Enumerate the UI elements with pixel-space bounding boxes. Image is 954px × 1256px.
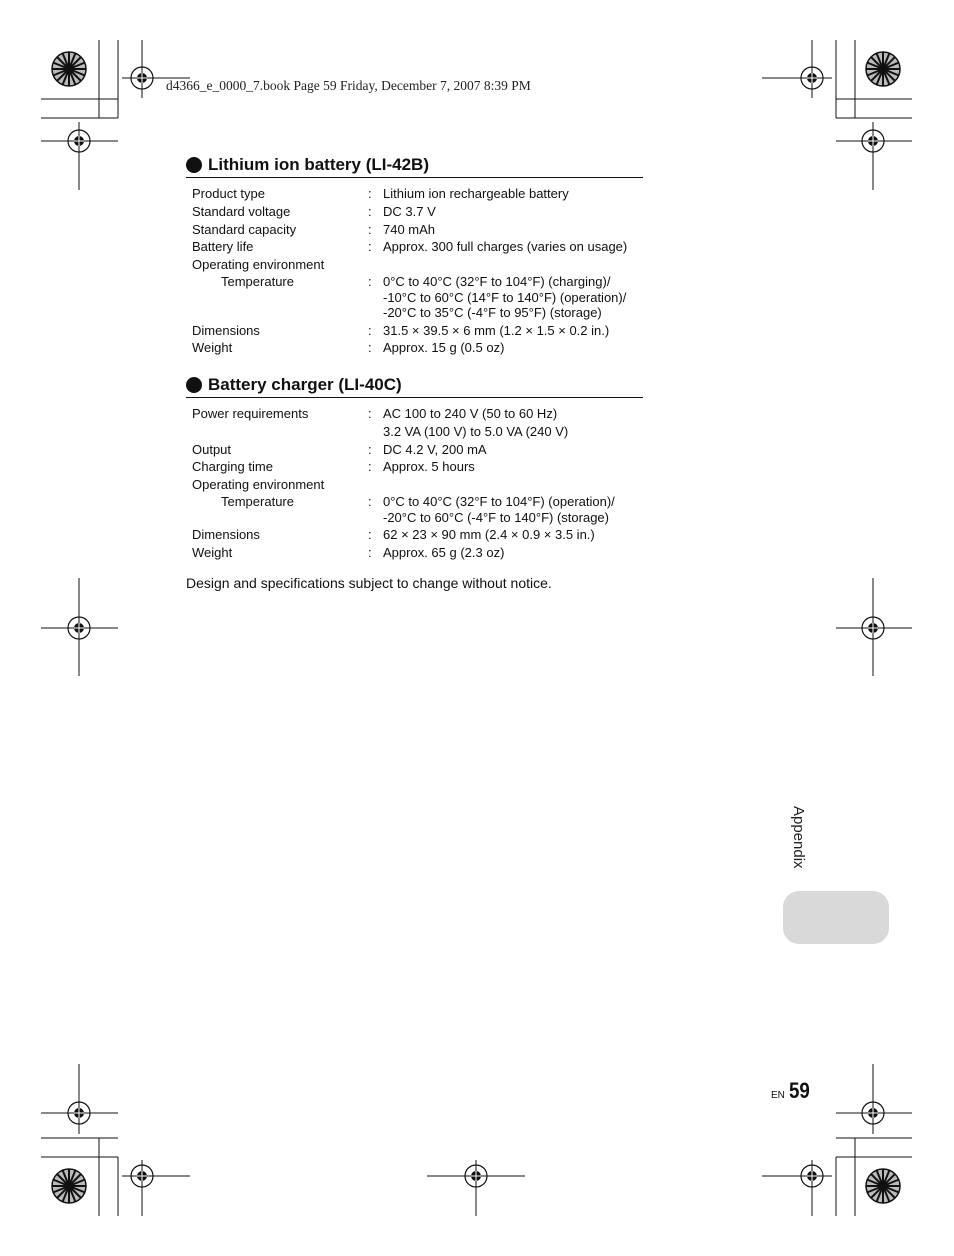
spec-label: Dimensions — [192, 527, 260, 542]
spec-label: Temperature — [221, 494, 294, 509]
spec-value: 31.5 × 39.5 × 6 mm (1.2 × 1.5 × 0.2 in.) — [383, 323, 610, 338]
spec-separator: : — [368, 545, 372, 560]
appendix-tab-marker — [783, 891, 889, 944]
spec-value: 3.2 VA (100 V) to 5.0 VA (240 V) — [383, 424, 569, 439]
spec-label: Temperature — [221, 274, 294, 289]
spec-value: Approx. 15 g (0.5 oz) — [383, 340, 505, 355]
spec-separator: : — [368, 239, 372, 254]
bullet-icon — [186, 157, 202, 173]
page-number — [771, 1078, 813, 1104]
spec-value: Lithium ion rechargeable battery — [383, 186, 569, 201]
spec-value: -20°C to 60°C (-4°F to 140°F) (storage) — [383, 510, 609, 525]
spec-label: Product type — [192, 186, 265, 201]
spec-value: 0°C to 40°C (32°F to 104°F) (charging)/ — [383, 274, 611, 289]
spec-separator: : — [368, 323, 372, 338]
spec-label: Battery life — [192, 239, 254, 254]
spec-value: DC 4.2 V, 200 mA — [383, 442, 487, 457]
bullet-icon — [186, 377, 202, 393]
spec-separator: : — [368, 204, 372, 219]
spec-label: Weight — [192, 340, 233, 355]
spec-value: Approx. 5 hours — [383, 459, 475, 474]
print-file-info: d4366_e_0000_7.book Page 59 Friday, December 7, 2007 8:39 PM — [166, 78, 531, 93]
spec-value: 740 mAh — [383, 222, 436, 237]
spec-label: Charging time — [192, 459, 273, 474]
spec-label: Power requirements — [192, 406, 309, 421]
spec-label: Output — [192, 442, 232, 457]
spec-label: Operating environment — [192, 477, 325, 492]
spec-value: DC 3.7 V — [383, 204, 436, 219]
spec-separator: : — [368, 222, 372, 237]
section-title-text: Lithium ion battery (LI-42B) — [208, 155, 429, 174]
spec-separator: : — [368, 459, 372, 474]
section-title-battery — [186, 155, 429, 175]
spec-value: 62 × 23 × 90 mm (2.4 × 0.9 × 3.5 in.) — [383, 527, 595, 542]
disclaimer-note: Design and specifications subject to change without notice. — [186, 575, 552, 591]
spec-value: Approx. 65 g (2.3 oz) — [383, 545, 505, 560]
spec-label: Dimensions — [192, 323, 260, 338]
spec-value: Approx. 300 full charges (varies on usage) — [383, 239, 628, 254]
section-title-text: Battery charger (LI-40C) — [208, 375, 402, 394]
spec-separator: : — [368, 442, 372, 457]
spec-separator: : — [368, 494, 372, 509]
spec-separator: : — [368, 340, 372, 355]
spec-value: -10°C to 60°C (14°F to 140°F) (operation)/ — [383, 290, 627, 305]
spec-separator: : — [368, 527, 372, 542]
spec-value: 0°C to 40°C (32°F to 104°F) (operation)/ — [383, 494, 615, 509]
spec-label: Standard capacity — [192, 222, 297, 237]
page-language: EN — [771, 1090, 785, 1101]
section-rule — [186, 177, 643, 178]
spec-label: Standard voltage — [192, 204, 291, 219]
spec-label: Operating environment — [192, 257, 325, 272]
spec-separator: : — [368, 406, 372, 421]
page-number-value: 59 — [788, 1078, 810, 1103]
section-title-charger — [186, 375, 402, 395]
spec-value: AC 100 to 240 V (50 to 60 Hz) — [383, 406, 558, 421]
spec-label: Weight — [192, 545, 233, 560]
spec-separator: : — [368, 274, 372, 289]
appendix-side-label: Appendix — [790, 806, 807, 869]
spec-separator: : — [368, 186, 372, 201]
section-rule — [186, 397, 643, 398]
spec-value: -20°C to 35°C (-4°F to 95°F) (storage) — [383, 305, 602, 320]
